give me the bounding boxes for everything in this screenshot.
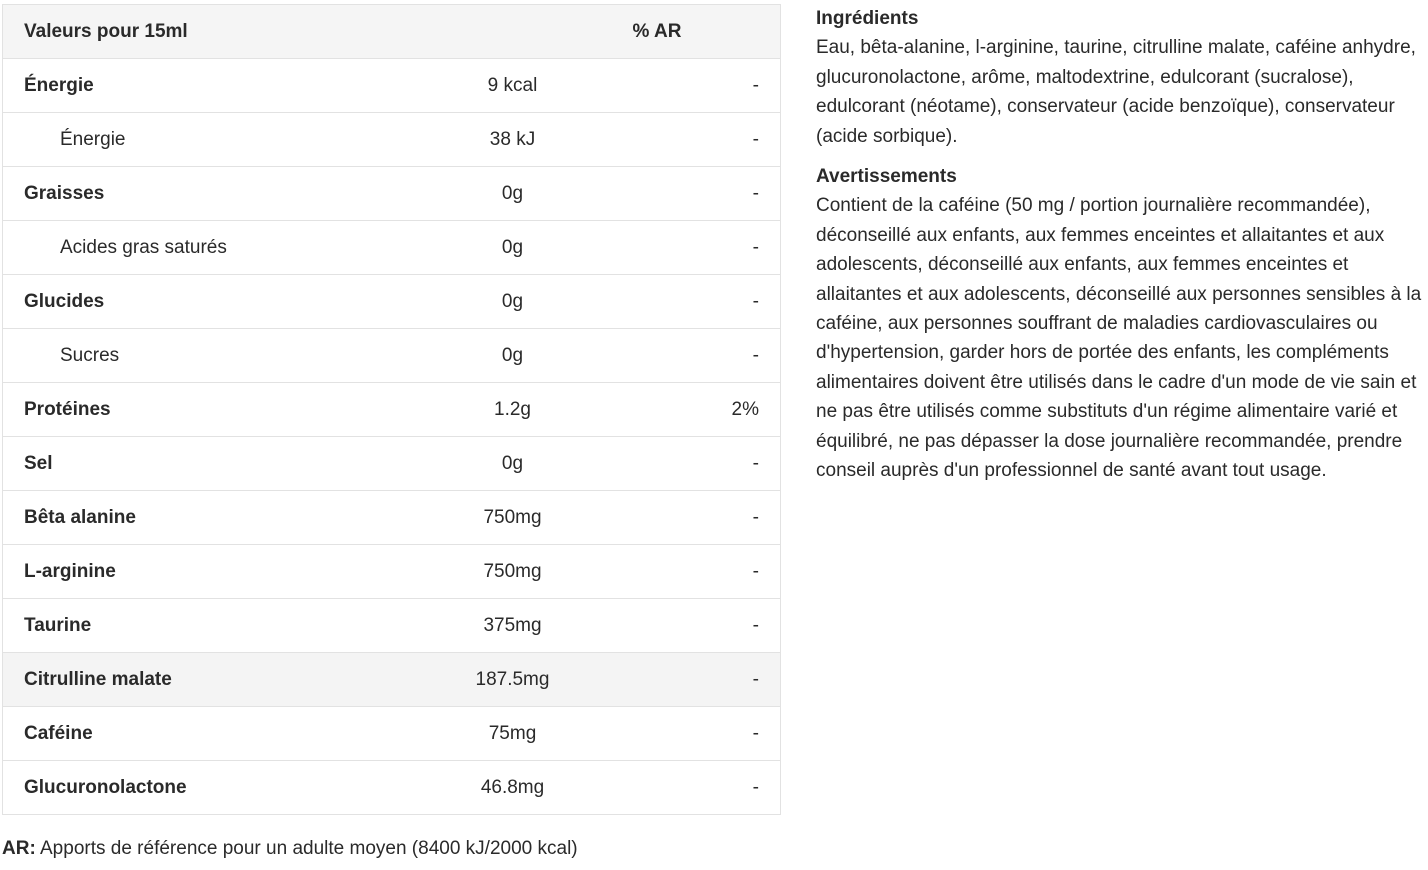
header-serving-label: Valeurs pour 15ml	[3, 5, 393, 59]
footnote-label: AR:	[2, 838, 36, 859]
row-name: Bêta alanine	[3, 491, 393, 545]
row-value: 75mg	[393, 707, 633, 761]
row-ar: -	[633, 221, 781, 275]
row-value: 46.8mg	[393, 761, 633, 815]
header-ar: % AR	[633, 5, 781, 59]
ingredients-text: Eau, bêta-alanine, l-arginine, taurine, citrulline malate, caféine anhydre, glucuronolactone, arôme, maltodextrine, edulcorant (sucralose), edulcorant (néotame), conservateur (acide benzoïque), conservateur (acide sorbique).	[816, 37, 1416, 147]
table-row	[3, 599, 781, 653]
row-name: Sucres	[3, 329, 393, 383]
table-row	[3, 329, 781, 383]
row-name: Caféine	[3, 707, 393, 761]
row-ar: -	[633, 59, 781, 113]
warnings-text: Contient de la caféine (50 mg / portion journalière recommandée), déconseillé aux enfants, aux femmes enceintes et allaitantes et aux adolescents, déconseillé aux enfants, aux femmes enceintes et allaitantes et aux adolescents, déconseillé aux personnes sensibles à la caféine, aux personnes souffrant de maladies cardiovasculaires ou d'hypertension, garder hors de portée des enfants, les compléments alimentaires doivent être utilisés dans le cadre d'un mode de vie sain et ne pas être utilisés comme substituts d'un régime alimentaire varié et équilibré, ne pas dépasser la dose journalière recommandée, prendre conseil auprès d'un professionnel de santé avant tout usage.	[816, 195, 1422, 482]
row-name: Énergie	[3, 59, 393, 113]
row-name: L-arginine	[3, 545, 393, 599]
footnote-text: Apports de référence pour un adulte moyen (8400 kJ/2000 kcal)	[35, 838, 578, 859]
table-row	[3, 221, 781, 275]
row-name: Graisses	[3, 167, 393, 221]
product-info-panel	[816, 4, 1422, 486]
row-ar: -	[633, 545, 781, 599]
table-header-row	[3, 5, 781, 59]
row-ar: -	[633, 275, 781, 329]
table-row	[3, 491, 781, 545]
warnings-section	[816, 162, 1422, 485]
row-value: 9 kcal	[393, 59, 633, 113]
table-row	[3, 653, 781, 707]
row-value: 1.2g	[393, 383, 633, 437]
row-value: 0g	[393, 437, 633, 491]
row-ar: -	[633, 599, 781, 653]
table-row	[3, 707, 781, 761]
row-name: Protéines	[3, 383, 393, 437]
row-name: Citrulline malate	[3, 653, 393, 707]
row-ar: -	[633, 653, 781, 707]
table-row	[3, 545, 781, 599]
ingredients-title: Ingrédients	[816, 8, 919, 29]
row-value: 375mg	[393, 599, 633, 653]
row-ar: -	[633, 761, 781, 815]
row-ar: -	[633, 491, 781, 545]
table-row	[3, 761, 781, 815]
nutrition-table	[2, 4, 781, 815]
row-value: 750mg	[393, 545, 633, 599]
header-value	[393, 5, 633, 59]
row-ar: 2%	[633, 383, 781, 437]
table-row	[3, 437, 781, 491]
table-row	[3, 275, 781, 329]
row-value: 0g	[393, 329, 633, 383]
table-row	[3, 167, 781, 221]
nutrition-table-container	[2, 4, 780, 815]
row-value: 187.5mg	[393, 653, 633, 707]
row-value: 0g	[393, 221, 633, 275]
row-name: Taurine	[3, 599, 393, 653]
row-name: Sel	[3, 437, 393, 491]
table-row	[3, 59, 781, 113]
warnings-title: Avertissements	[816, 166, 957, 188]
row-value: 750mg	[393, 491, 633, 545]
row-ar: -	[633, 707, 781, 761]
reference-intake-footnote	[2, 838, 578, 860]
row-name: Énergie	[3, 113, 393, 167]
row-ar: -	[633, 167, 781, 221]
row-value: 0g	[393, 167, 633, 221]
table-row	[3, 383, 781, 437]
row-ar: -	[633, 329, 781, 383]
ingredients-section	[816, 4, 1422, 151]
row-ar: -	[633, 113, 781, 167]
row-name: Glucides	[3, 275, 393, 329]
row-value: 38 kJ	[393, 113, 633, 167]
row-name: Glucuronolactone	[3, 761, 393, 815]
row-value: 0g	[393, 275, 633, 329]
table-row	[3, 113, 781, 167]
row-name: Acides gras saturés	[3, 221, 393, 275]
row-ar: -	[633, 437, 781, 491]
